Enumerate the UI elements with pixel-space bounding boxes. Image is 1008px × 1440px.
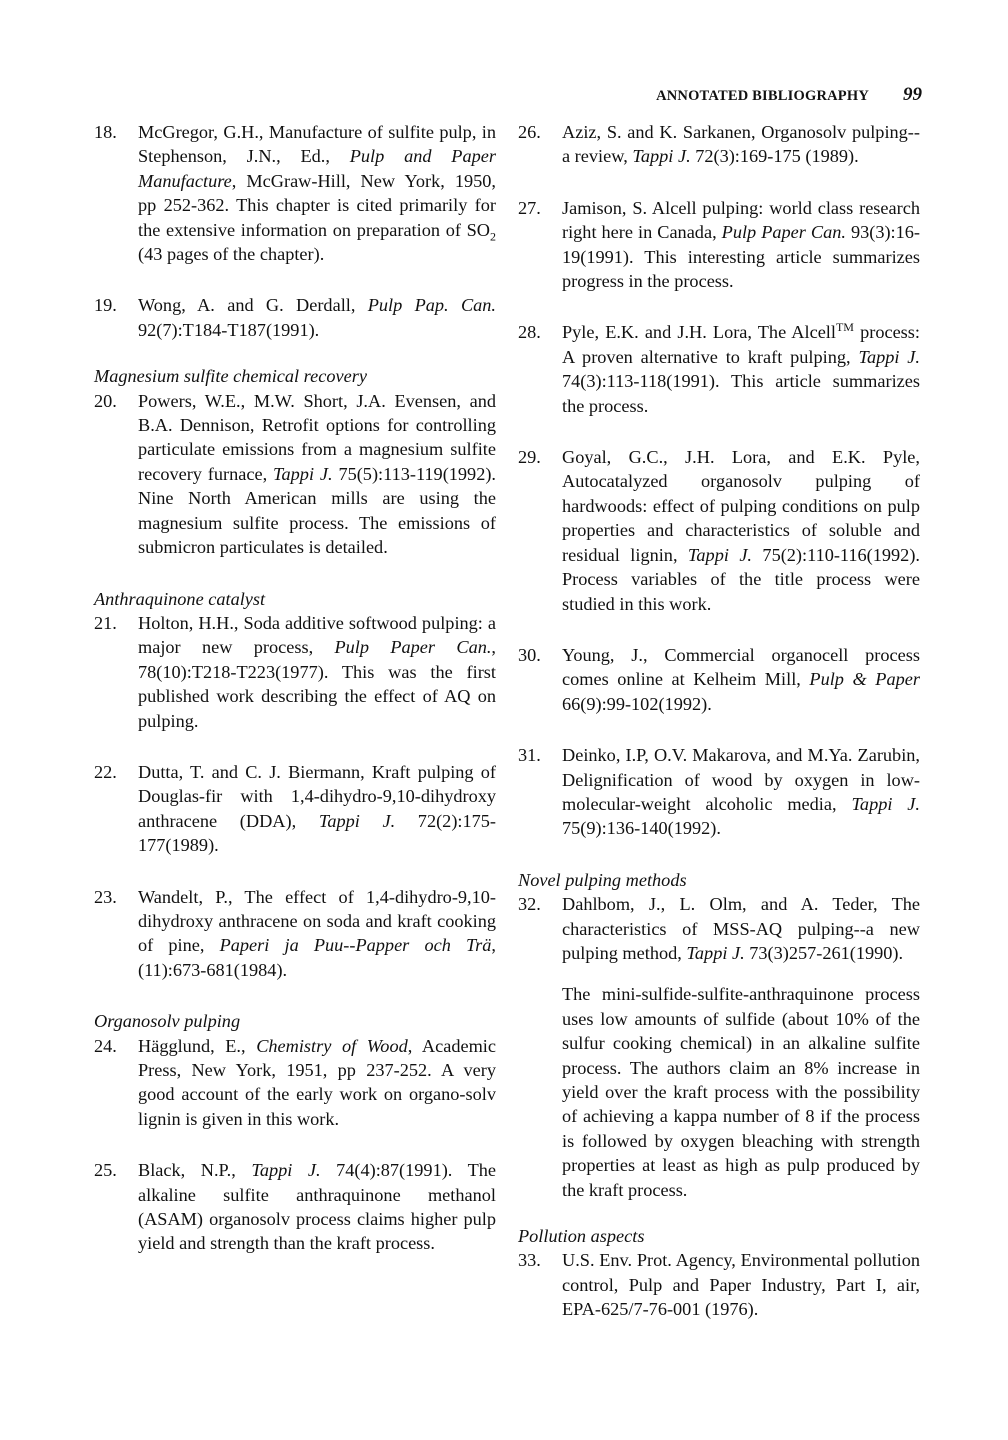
reference-text: Young, J., Commercial organocell process comes online at Kelheim Mill, Pulp & Paper 66(9):99-102(1992). <box>562 644 920 714</box>
section-heading-anthraquinone: Anthraquinone catalyst <box>94 588 266 609</box>
reference-28 <box>518 320 920 418</box>
reference-text: Aziz, S. and K. Sarkanen, Organosolv pulping--a review, Tappi J. 72(3):169-175 (1989). <box>562 122 920 167</box>
reference-text: Jamison, S. Alcell pulping: world class research right here in Canada, Pulp Paper Can. 93(3):16-19(1991). This interesting article summarizes progress in the process. <box>562 197 920 292</box>
reference-30 <box>518 643 920 716</box>
running-header-title: ANNOTATED BIBLIOGRAPHY <box>656 88 869 104</box>
reference-25 <box>94 1158 496 1256</box>
reference-32 <box>518 892 920 965</box>
reference-number: 25. <box>94 1160 117 1181</box>
reference-23 <box>94 885 496 983</box>
reference-26 <box>518 120 920 169</box>
reference-number: 33. <box>518 1250 541 1271</box>
reference-number: 23. <box>94 886 117 907</box>
reference-21 <box>94 611 496 733</box>
reference-text: Black, N.P., Tappi J. 74(4):87(1991). The alkaline sulfite anthraquinone methanol (ASAM) organosolv process claims higher pulp yield and strength than the kraft process. <box>138 1160 496 1254</box>
reference-text: Pyle, E.K. and J.H. Lora, The Alcell™ process: A proven alternative to kraft pulping, Tappi J. 74(3):113-118(1991). This article summarizes the process. <box>562 320 920 416</box>
reference-text: Wandelt, P., The effect of 1,4-dihydro-9,10-dihydroxy anthracene on soda and kraft cooking of pine, Paperi ja Puu--Papper och Trä, (11):673-681(1984). <box>138 886 496 980</box>
reference-number: 27. <box>518 197 541 218</box>
reference-text: Holton, H.H., Soda additive softwood pulping: a major new process, Pulp Paper Can., 78(10):T218-T223(1977). This was the first published work describing the effect of AQ on pulping. <box>138 612 496 731</box>
reference-number: 29. <box>518 447 541 468</box>
reference-number: 26. <box>518 122 541 142</box>
reference-number: 19. <box>94 295 117 316</box>
reference-text: Goyal, G.C., J.H. Lora, and E.K. Pyle, Autocatalyzed organosolv pulping of hardwoods: effect of pulping conditions on pulp properties and characteristics of soluble and residual lignin, Tappi J. 75(2):110-116(1992). Process variables of the title process were studied in this work. <box>562 447 920 614</box>
reference-22 <box>94 760 496 858</box>
section-heading-organosolv: Organosolv pulping <box>94 1011 241 1032</box>
reference-text: McGregor, G.H., Manufacture of sulfite pulp, in Stephenson, J.N., Ed., Pulp and Paper Manufacture, McGraw-Hill, New York, 1950, pp 252-362. This chapter is cited primarily for the extensive information on preparation of $SO_2$ (43 pages of the chapter). <box>138 122 496 265</box>
reference-number: 20. <box>94 390 117 411</box>
section-heading-magnesium: Magnesium sulfite chemical recovery <box>94 366 367 387</box>
reference-number: 24. <box>94 1035 117 1056</box>
reference-text: Dahlbom, J., L. Olm, and A. Teder, The characteristics of MSS-AQ pulping--a new pulping method, Tappi J. 73(3)257-261(1990). <box>562 894 920 963</box>
reference-33 <box>518 1248 920 1321</box>
reference-19 <box>94 293 496 342</box>
reference-text: Hägglund, E., Chemistry of Wood, Academic Press, New York, 1951, pp 237-252. A very good account of the early work on organo-solv lignin is given in this work. <box>138 1035 496 1129</box>
reference-text: U.S. Env. Prot. Agency, Environmental pollution control, Pulp and Paper Industry, Part I, air, EPA-625/7-76-001 (1976). <box>562 1250 920 1320</box>
reference-31 <box>518 743 920 841</box>
running-header <box>656 84 922 106</box>
reference-number: 31. <box>518 745 541 766</box>
reference-number: 18. <box>94 122 117 142</box>
right-column <box>518 120 920 1322</box>
reference-number: 28. <box>518 322 541 343</box>
section-heading-novel: Novel pulping methods <box>518 869 687 890</box>
reference-text: Wong, A. and G. Derdall, Pulp Pap. Can. 92(7):T184-T187(1991). <box>138 295 496 340</box>
reference-32-annotation: The mini-sulfide-sulfite-anthraquinone process uses low amounts of sulfide (about 10% of the sulfur cooking chemical) in an alkaline sulfite process. The authors claim an 8% increase in yield over the kraft process with the possibility of achieving a kappa number of 8 if the process is followed by oxygen bleaching with strength properties at least as high as pulp produced by the kraft process. <box>562 984 920 1200</box>
reference-number: 22. <box>94 761 117 782</box>
reference-number: 30. <box>518 644 541 665</box>
reference-29 <box>518 445 920 616</box>
reference-24 <box>94 1034 496 1132</box>
reference-text: Powers, W.E., M.W. Short, J.A. Evensen, and B.A. Dennison, Retrofit options for controlling particulate emissions from a magnesium sulfite recovery furnace, Tappi J. 75(5):113-119(1992). Nine North American mills are using the magnesium sulfite process. The emissions of submicron particulates is detailed. <box>138 390 496 558</box>
page-number: 99 <box>903 84 922 105</box>
left-column <box>94 120 496 1256</box>
reference-number: 32. <box>518 894 541 915</box>
reference-18 <box>94 120 496 266</box>
section-heading-pollution: Pollution aspects <box>518 1226 645 1247</box>
reference-text: Deinko, I.P, O.V. Makarova, and M.Ya. Zarubin, Delignification of wood by oxygen in low-molecular-weight alcoholic media, Tappi J. 75(9):136-140(1992). <box>562 745 920 839</box>
reference-text: Dutta, T. and C. J. Biermann, Kraft pulping of Douglas-fir with 1,4-dihydro-9,10-dihydroxy anthracene (DDA), Tappi J. 72(2):175-177(1989). <box>138 761 496 856</box>
reference-20 <box>94 389 496 560</box>
reference-number: 21. <box>94 612 117 633</box>
reference-27 <box>518 196 920 294</box>
